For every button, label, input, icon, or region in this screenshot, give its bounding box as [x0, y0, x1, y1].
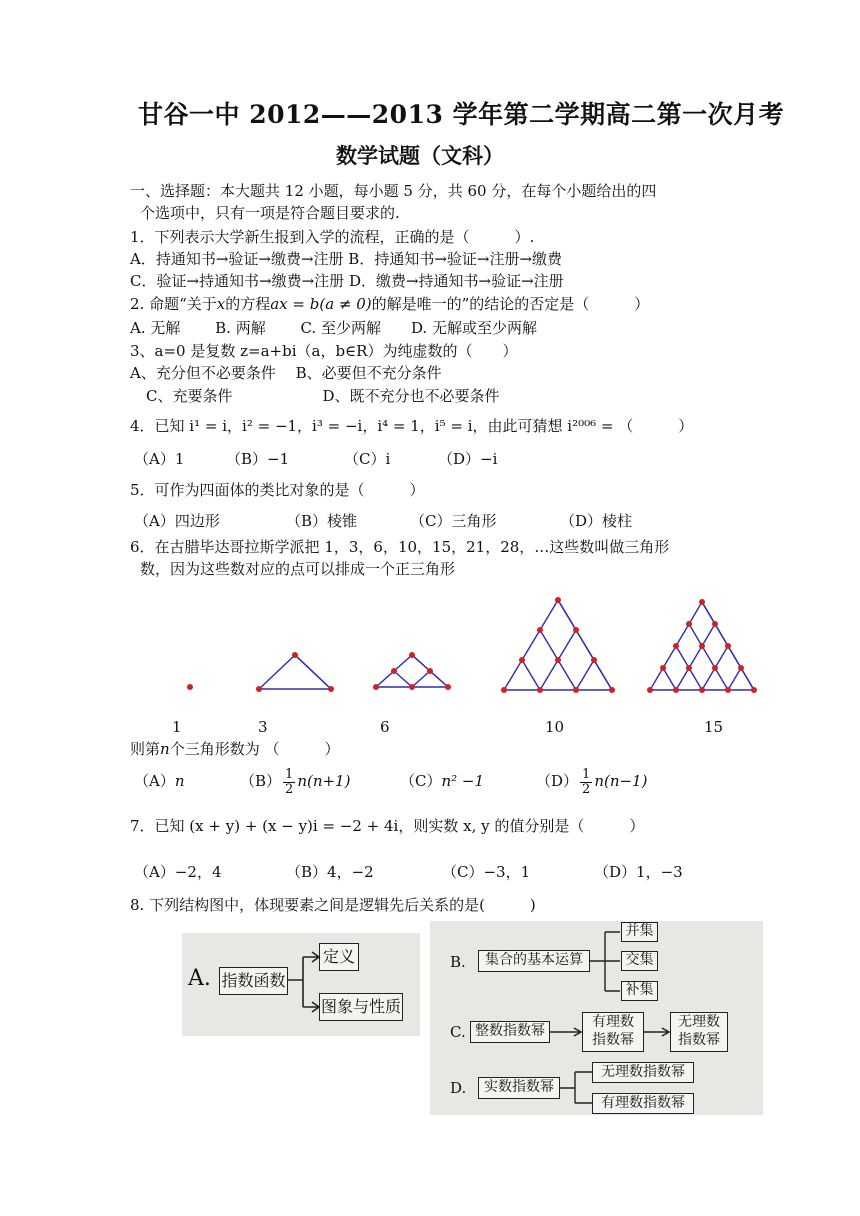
triangle-3-dot: [555, 657, 561, 663]
q6-option-a-expr: n: [174, 772, 185, 790]
q8-figure-c-box2: [582, 1012, 644, 1052]
q5-option-a: （A）四边形: [134, 512, 220, 530]
triangle-4-line: [663, 668, 676, 690]
q8-figure-c-box2-line1: 有理数: [592, 1014, 634, 1030]
q6-option-d-expr: n(n−1): [594, 772, 648, 790]
q2-equation: ax = b(a ≠ 0): [270, 295, 372, 313]
q7-option-c: （C）−3，1: [442, 863, 531, 881]
triangle-2-line: [394, 671, 412, 687]
q8-figure-c-box2-line2: 指数幂: [592, 1032, 634, 1048]
q8-figure-a-label: A.: [188, 966, 211, 991]
figure-label-10: 10: [545, 718, 565, 736]
q8-figure-c-box3-line2: 指数幂: [678, 1032, 720, 1048]
q6-option-d-label: （D）: [536, 772, 579, 790]
figure-label-15: 15: [704, 718, 724, 736]
q8-figure-c-label: C.: [450, 1023, 466, 1041]
triangle-3-outline: [504, 600, 612, 690]
q8-figures-bcd: [430, 921, 763, 1115]
triangle-2-dot: [409, 684, 415, 690]
q6-option-b-label: （B）: [240, 772, 282, 790]
section-intro-line2: 个选项中，只有一项是符合题目要求的.: [140, 204, 400, 222]
q6-option-c-expr: n² −1: [441, 772, 485, 790]
q6-option-b: [240, 763, 350, 799]
q2-stem-mid: 的方程: [225, 295, 271, 313]
q4-option-b: （B）−1: [226, 450, 290, 468]
q6-option-d-numerator: 1: [582, 766, 591, 782]
q6-option-d: [536, 763, 647, 799]
triangle-3-dot: [573, 687, 579, 693]
q1-options-row1: A．持通知书→验证→缴费→注册 B．持通知书→验证→注册→缴费: [130, 250, 563, 268]
triangle-3-dot: [519, 657, 525, 663]
q6-option-b-numerator: 1: [285, 766, 294, 782]
q4-stem: 4．已知 i¹ = i，i² = −1，i³ = −i，i⁴ = 1，i⁵ = i，由此可猜想 i²⁰⁰⁶ = （ ）: [130, 417, 694, 435]
q1-stem: 1．下列表示大学新生报到入学的流程，正确的是（ ）.: [130, 228, 535, 246]
triangle-4-dot: [712, 665, 718, 671]
triangle-3-dot: [537, 687, 543, 693]
q2-options: A. 无解 B. 两解 C. 至少两解 D. 无解或至少两解: [130, 319, 537, 337]
section-intro-line1: 一、选择题：本大题共 12 小题，每小题 5 分，共 60 分，在每个小题给出的四: [130, 182, 657, 200]
q8-figure-d-child2: 有理数指数幂: [592, 1093, 694, 1114]
figure-label-6: 6: [380, 718, 390, 736]
triangle-3-inner-line: [576, 660, 594, 690]
q8-figure-b-child1: 并集: [621, 922, 658, 942]
q6-option-b-denominator: 2: [285, 781, 294, 797]
triangle-4-dot: [751, 687, 757, 693]
q6-stem-line1: 6．在古腊毕达哥拉斯学派把 1，3，6，10，15，21，28，…这些数叫做三角形: [130, 538, 670, 556]
triangle-2-dot: [409, 652, 415, 658]
triangle-4-dot: [712, 621, 718, 627]
q8-figure-a-child1: 定义: [319, 943, 359, 971]
q4-option-d: （D）−i: [438, 450, 498, 468]
triangle-4-dot: [725, 643, 731, 649]
triangle-2-dot: [373, 684, 379, 690]
triangle-3-line: [522, 660, 540, 690]
q6-ask-post: 个三角形数为 （ ）: [169, 740, 340, 758]
q2-stem-post: 的解是唯一的”的结论的否定是（ ）: [371, 295, 650, 313]
triangle-4-dot: [699, 687, 705, 693]
q6-option-c-label: （C）: [400, 772, 442, 790]
q2-stem-pre: 2. 命题“关于: [130, 295, 217, 313]
triangle-2-inner-line: [412, 671, 430, 687]
figure-label-3: 3: [258, 718, 268, 736]
exam-subtitle: 数学试题（文科）: [336, 143, 504, 168]
triangle-4-dot: [647, 687, 653, 693]
q6-option-d-fraction: [580, 768, 592, 797]
q2-stem-var: x: [216, 295, 226, 313]
q6-stem-line2: 数，因为这些数对应的点可以排成一个正三角形: [140, 560, 456, 578]
q8-stem: 8. 下列结构图中，体现要素之间是逻辑先后关系的是( ): [130, 896, 536, 914]
triangle-4-dot: [686, 665, 692, 671]
q8-figure-a-root: 指数函数: [219, 967, 288, 995]
triangle-2-dot: [445, 684, 451, 690]
triangle-4-dot: [699, 643, 705, 649]
triangle-2-outline: [376, 655, 448, 687]
q7-option-d: （D）1，−3: [594, 863, 683, 881]
q8-figure-b-child3: 补集: [621, 981, 658, 1001]
triangle-3-dot: [609, 687, 615, 693]
triangle-4-dot: [738, 665, 744, 671]
q8-figure-c-box3-line1: 无理数: [678, 1014, 720, 1030]
q8-figure-a-child2: 图象与性质: [319, 993, 403, 1021]
figure-label-1: 1: [172, 718, 182, 736]
triangle-4-dot: [660, 665, 666, 671]
q6-ask-var: n: [160, 740, 170, 758]
q8-figure-b-label: B.: [450, 953, 466, 971]
q5-stem: 5．可作为四面体的类比对象的是（ ）: [130, 481, 425, 499]
triangle-1-dot: [328, 686, 334, 692]
q8-figure-b-root: 集合的基本运算: [478, 950, 590, 972]
q7-option-b: （B）4，−2: [286, 863, 374, 881]
q4-option-a: （A）1: [134, 450, 185, 468]
triangle-3-dot: [537, 627, 543, 633]
triangle-2-dot: [391, 668, 397, 674]
q8-figure-a: [182, 933, 420, 1036]
triangle-4-dot: [725, 687, 731, 693]
triangle-4-dot: [699, 599, 705, 605]
q4-option-c: （C）i: [344, 450, 391, 468]
q7-option-a: （A）−2，4: [134, 863, 222, 881]
triangle-3-dot: [501, 687, 507, 693]
q6-ask-pre: 则第: [130, 740, 161, 758]
triangle-4-dot: [686, 621, 692, 627]
exam-title: 甘谷一中 2012——2013 学年第二学期高二第一次月考: [138, 100, 785, 129]
triangle-2-dot: [427, 668, 433, 674]
triangle-3-dot: [555, 597, 561, 603]
q8-figure-d-root: 实数指数幂: [478, 1077, 560, 1099]
q8-figure-c-box1: 整数指数幂: [470, 1021, 550, 1043]
q5-option-b: （B）棱锥: [286, 512, 358, 530]
q3-options-row1: A、充分但不必要条件 B、必要但不充分条件: [130, 364, 442, 382]
q6-option-c: [400, 771, 484, 791]
triangle-4-dot: [673, 687, 679, 693]
q6-option-a: [134, 771, 185, 791]
q5-option-d: （D）棱柱: [560, 512, 633, 530]
q5-option-c: （C）三角形: [410, 512, 497, 530]
triangle-0-dot: [187, 684, 193, 690]
q8-figure-b-child2: 交集: [621, 951, 658, 971]
q6-option-b-expr: n(n+1): [297, 772, 351, 790]
q6-option-a-label: （A）: [134, 772, 175, 790]
triangle-4-inner-line: [728, 668, 741, 690]
triangle-3-dot: [573, 627, 579, 633]
q8-figure-c-box3: [670, 1012, 728, 1052]
q8-figure-d-label: D.: [450, 1079, 467, 1097]
triangle-1-dot: [292, 652, 298, 658]
q3-stem: 3、a=0 是复数 z=a+bi（a，b∈R）为纯虚数的（ ）: [130, 342, 518, 360]
triangle-4-dot: [673, 643, 679, 649]
q6-option-d-denominator: 2: [582, 781, 591, 797]
triangle-1-dot: [256, 686, 262, 692]
triangle-3-dot: [591, 657, 597, 663]
q8-figure-d-child1: 无理数指数幂: [592, 1062, 694, 1083]
q6-option-b-fraction: [283, 768, 295, 797]
q3-options-row2: C、充要条件 D、既不充分也不必要条件: [146, 387, 500, 405]
triangle-1-outline: [259, 655, 331, 689]
q6-ask: [130, 739, 339, 759]
q7-stem: 7．已知 (x + y) + (x − y)i = −2 + 4i，则实数 x, y 的值分别是（ ）: [130, 817, 645, 835]
q1-options-row2: C．验证→持通知书→缴费→注册 D．缴费→持通知书→验证→注册: [130, 272, 564, 290]
